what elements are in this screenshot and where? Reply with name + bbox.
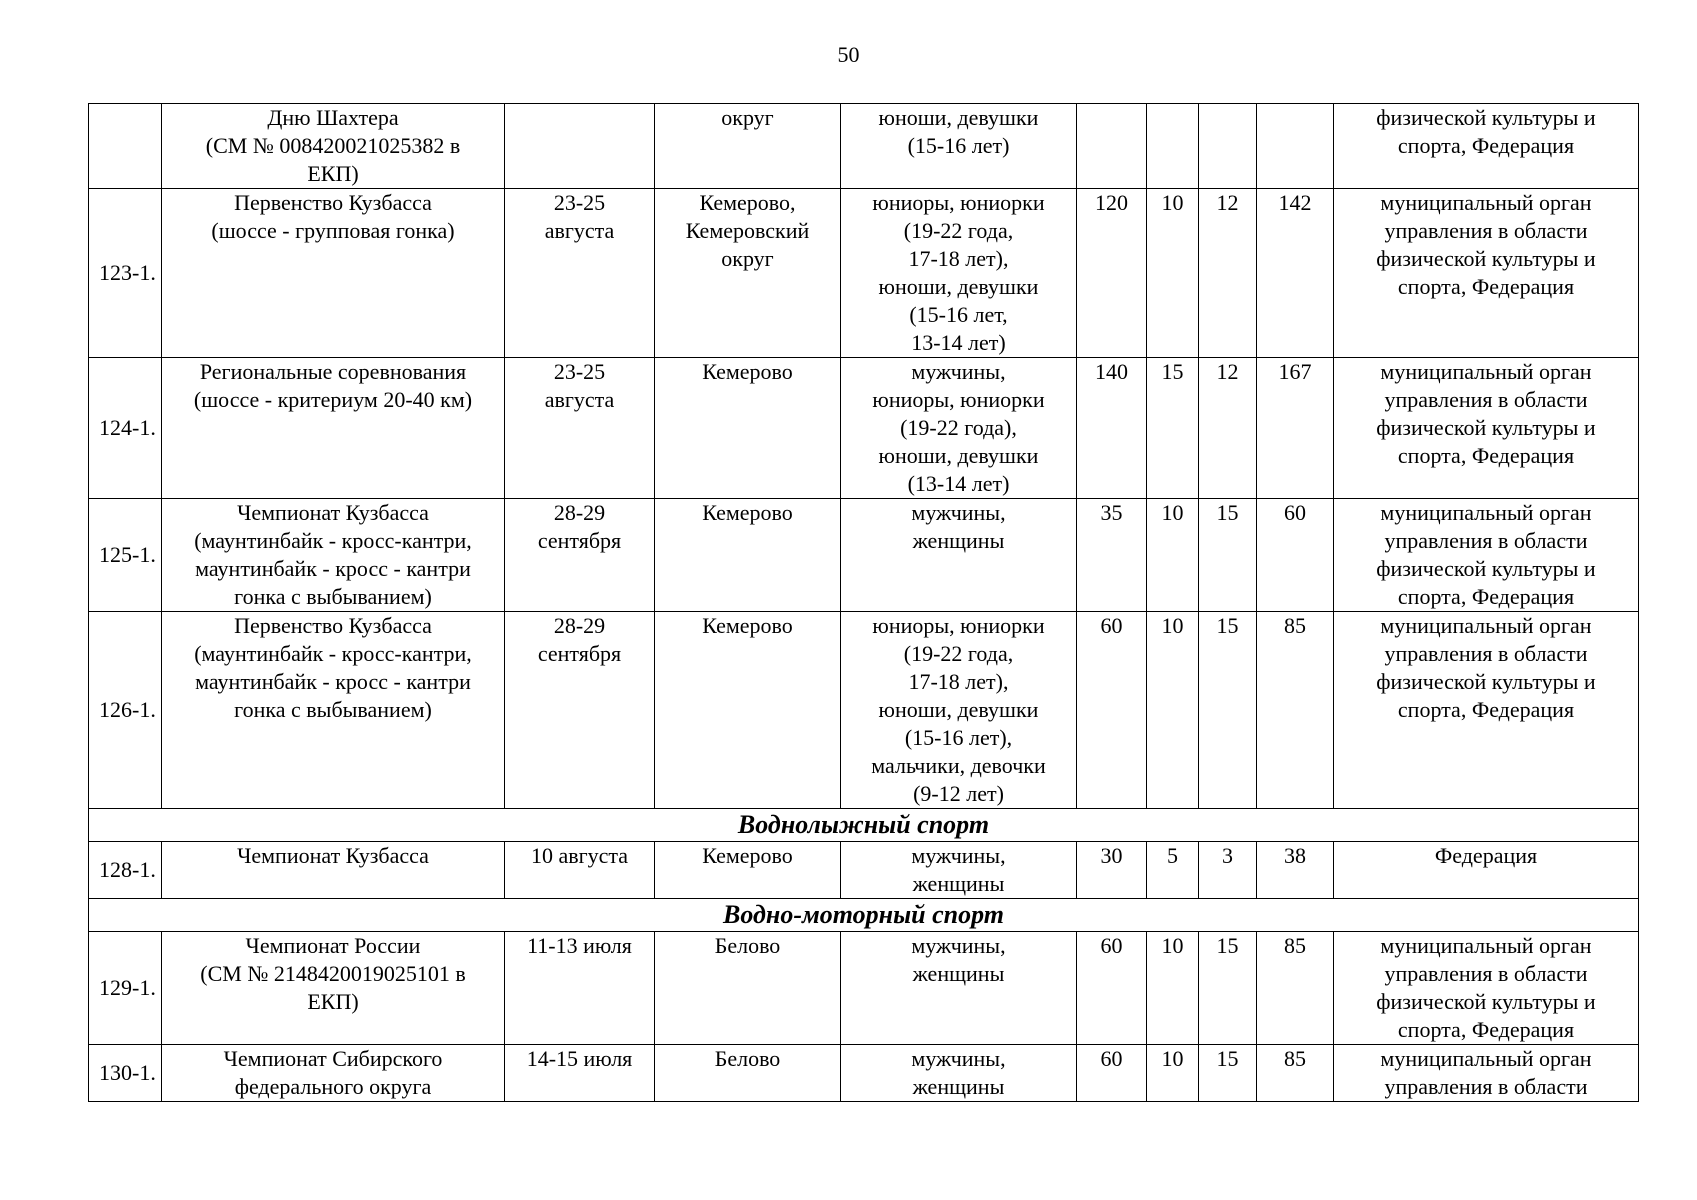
section-header-row xyxy=(89,899,1639,932)
event-place: Кемерово xyxy=(655,499,841,612)
count-athletes: 30 xyxy=(1077,842,1147,899)
count-total xyxy=(1257,104,1334,189)
event-dates: 14-15 июля xyxy=(505,1045,655,1102)
section-header-row xyxy=(89,809,1639,842)
count-judges: 12 xyxy=(1199,358,1257,499)
page-number: 50 xyxy=(837,42,860,67)
section-title: Воднолыжный спорт xyxy=(89,809,1639,842)
events-table xyxy=(88,103,1639,1102)
count-judges: 15 xyxy=(1199,612,1257,809)
count-total: 142 xyxy=(1257,189,1334,358)
count-total: 85 xyxy=(1257,1045,1334,1102)
organizer: муниципальный орган управления в области физической культуры и спорта, Федерация xyxy=(1334,358,1639,499)
event-dates: 23-25 августа xyxy=(505,189,655,358)
count-total: 167 xyxy=(1257,358,1334,499)
event-name: Чемпионат России (СМ № 2148420019025101 в ЕКП) xyxy=(162,932,505,1045)
event-place: Кемерово xyxy=(655,842,841,899)
row-number: 130-1. xyxy=(89,1045,162,1102)
section-title: Водно-моторный спорт xyxy=(89,899,1639,932)
table-row xyxy=(89,499,1639,612)
event-dates xyxy=(505,104,655,189)
table-row xyxy=(89,189,1639,358)
event-name: Региональные соревнования (шоссе - критериум 20-40 км) xyxy=(162,358,505,499)
organizer: Федерация xyxy=(1334,842,1639,899)
table-row xyxy=(89,612,1639,809)
count-total: 60 xyxy=(1257,499,1334,612)
event-name: Дню Шахтера (СМ № 008420021025382 в ЕКП) xyxy=(162,104,505,189)
table-row xyxy=(89,842,1639,899)
participants: юниоры, юниорки (19-22 года, 17-18 лет), юноши, девушки (15-16 лет, 13-14 лет) xyxy=(841,189,1077,358)
row-number: 124-1. xyxy=(89,358,162,499)
event-dates: 11-13 июля xyxy=(505,932,655,1045)
count-judges: 15 xyxy=(1199,1045,1257,1102)
participants: мужчины, женщины xyxy=(841,932,1077,1045)
count-coaches: 10 xyxy=(1147,932,1199,1045)
event-dates: 23-25 августа xyxy=(505,358,655,499)
count-judges: 12 xyxy=(1199,189,1257,358)
count-coaches: 5 xyxy=(1147,842,1199,899)
row-number: 123-1. xyxy=(89,189,162,358)
organizer: муниципальный орган управления в области xyxy=(1334,1045,1639,1102)
count-judges: 3 xyxy=(1199,842,1257,899)
event-place: округ xyxy=(655,104,841,189)
count-athletes: 60 xyxy=(1077,612,1147,809)
event-place: Кемерово xyxy=(655,612,841,809)
count-total: 85 xyxy=(1257,612,1334,809)
row-number: 126-1. xyxy=(89,612,162,809)
table-row xyxy=(89,932,1639,1045)
event-name: Первенство Кузбасса (шоссе - групповая гонка) xyxy=(162,189,505,358)
event-place: Белово xyxy=(655,1045,841,1102)
row-number xyxy=(89,104,162,189)
count-athletes: 120 xyxy=(1077,189,1147,358)
count-athletes xyxy=(1077,104,1147,189)
count-athletes: 140 xyxy=(1077,358,1147,499)
organizer: муниципальный орган управления в области физической культуры и спорта, Федерация xyxy=(1334,189,1639,358)
count-total: 38 xyxy=(1257,842,1334,899)
count-judges: 15 xyxy=(1199,499,1257,612)
event-name: Чемпионат Кузбасса (маунтинбайк - кросс-кантри, маунтинбайк - кросс - кантри гонка с выбыванием) xyxy=(162,499,505,612)
event-dates: 28-29 сентября xyxy=(505,499,655,612)
event-dates: 28-29 сентября xyxy=(505,612,655,809)
event-place: Кемерово, Кемеровский округ xyxy=(655,189,841,358)
count-coaches: 10 xyxy=(1147,499,1199,612)
count-coaches: 10 xyxy=(1147,189,1199,358)
table-row xyxy=(89,358,1639,499)
participants: мужчины, юниоры, юниорки (19-22 года), юноши, девушки (13-14 лет) xyxy=(841,358,1077,499)
organizer: физической культуры и спорта, Федерация xyxy=(1334,104,1639,189)
count-athletes: 60 xyxy=(1077,1045,1147,1102)
organizer: муниципальный орган управления в области физической культуры и спорта, Федерация xyxy=(1334,612,1639,809)
participants: юноши, девушки (15-16 лет) xyxy=(841,104,1077,189)
count-coaches: 15 xyxy=(1147,358,1199,499)
count-coaches xyxy=(1147,104,1199,189)
event-place: Белово xyxy=(655,932,841,1045)
table-row xyxy=(89,1045,1639,1102)
participants: мужчины, женщины xyxy=(841,1045,1077,1102)
participants: юниоры, юниорки (19-22 года, 17-18 лет), юноши, девушки (15-16 лет), мальчики, девочки (9-12 лет) xyxy=(841,612,1077,809)
count-judges xyxy=(1199,104,1257,189)
event-name: Чемпионат Сибирского федерального округа xyxy=(162,1045,505,1102)
event-name: Первенство Кузбасса (маунтинбайк - кросс-кантри, маунтинбайк - кросс - кантри гонка с выбыванием) xyxy=(162,612,505,809)
count-coaches: 10 xyxy=(1147,1045,1199,1102)
count-judges: 15 xyxy=(1199,932,1257,1045)
row-number: 125-1. xyxy=(89,499,162,612)
organizer: муниципальный орган управления в области физической культуры и спорта, Федерация xyxy=(1334,932,1639,1045)
count-athletes: 35 xyxy=(1077,499,1147,612)
organizer: муниципальный орган управления в области физической культуры и спорта, Федерация xyxy=(1334,499,1639,612)
row-number: 128-1. xyxy=(89,842,162,899)
participants: мужчины, женщины xyxy=(841,499,1077,612)
event-place: Кемерово xyxy=(655,358,841,499)
event-name: Чемпионат Кузбасса xyxy=(162,842,505,899)
table-row xyxy=(89,104,1639,189)
event-dates: 10 августа xyxy=(505,842,655,899)
count-coaches: 10 xyxy=(1147,612,1199,809)
count-athletes: 60 xyxy=(1077,932,1147,1045)
row-number: 129-1. xyxy=(89,932,162,1045)
count-total: 85 xyxy=(1257,932,1334,1045)
participants: мужчины, женщины xyxy=(841,842,1077,899)
